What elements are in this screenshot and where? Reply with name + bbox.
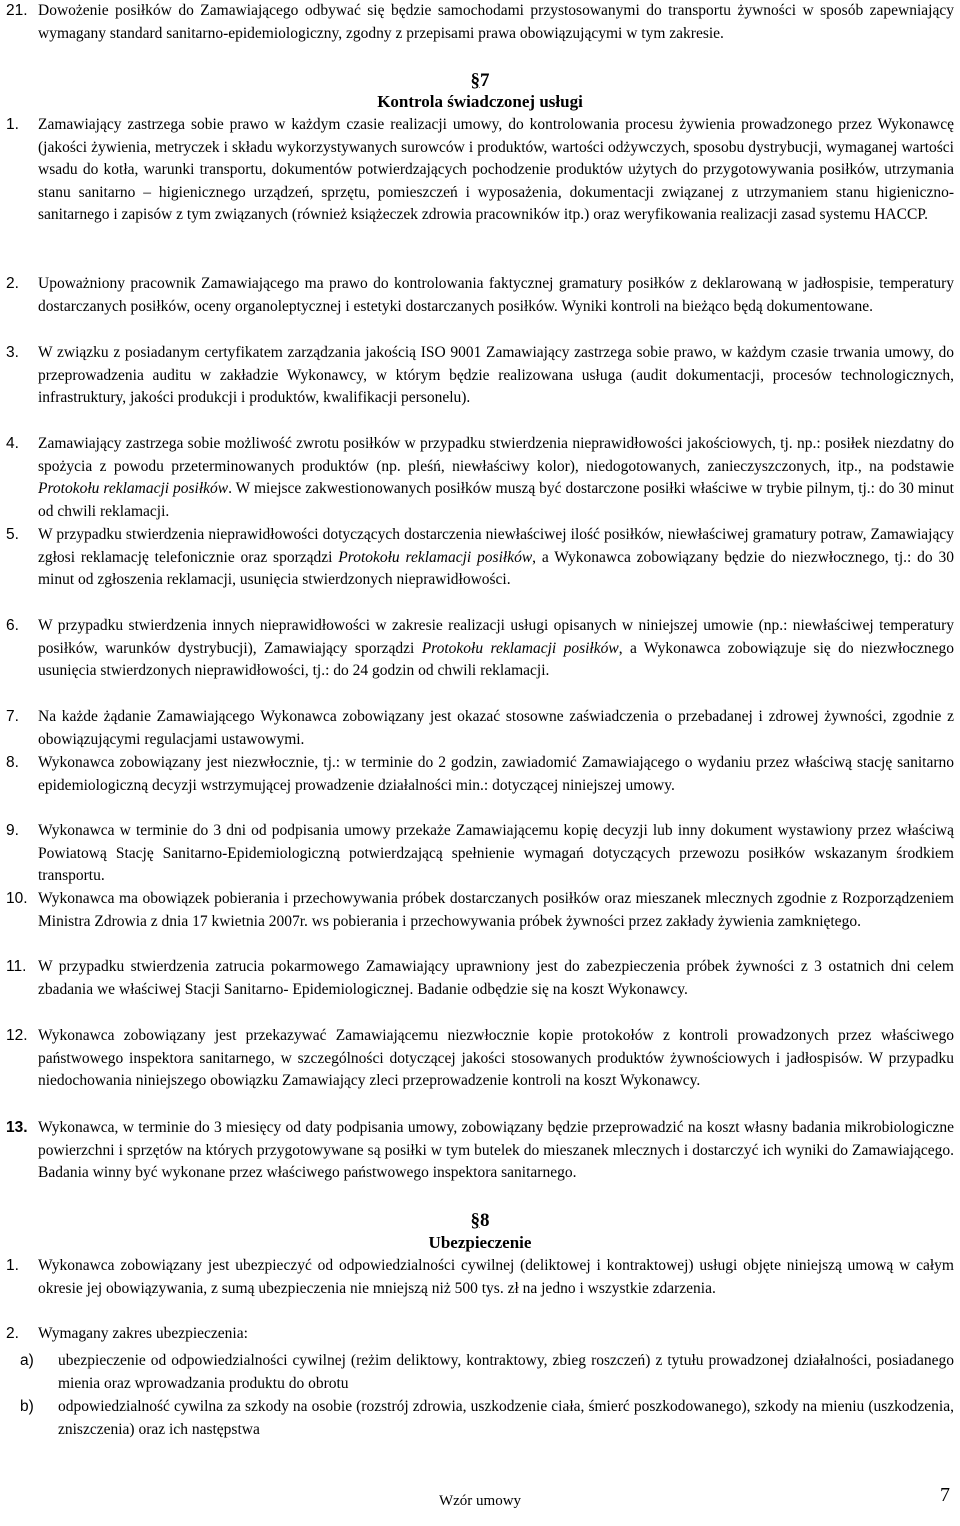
clause-number: 21. <box>6 2 28 19</box>
clause-number: 12. <box>6 1027 28 1044</box>
protocol-reference: Protokołu reklamacji posiłków <box>338 548 533 566</box>
clause-number: 2. <box>6 275 19 292</box>
clause-7-9 <box>0 820 960 888</box>
clause-text: Upoważniony pracownik Zamawiającego ma prawo do kontrolowania faktycznej gramatury posiłków z deklarowaną w jadłospisie, temperatury dostarczanych posiłków, oceny organoleptycznej i estetyki dostarczanych posiłków. Wyniki kontroli na bieżąco będą dokumentowane. <box>38 275 954 315</box>
section-number: 8 <box>480 1210 490 1231</box>
clause-text <box>38 524 954 592</box>
clause-text: Wykonawca w terminie do 3 dni od podpisania umowy przekaże Zamawiającemu kopię decyzji lub inny dokument wystawiony przez właściwą Powiatową Stację Sanitarno-Epidemiologiczną potwierdzającą spełnienie wymagań dotyczących przewozu posiłków wskazanym środkiem transportu. <box>38 822 954 885</box>
clause-7-12 <box>0 1025 960 1093</box>
clause-number: 2. <box>6 1325 19 1342</box>
clause-text: Wykonawca zobowiązany jest przekazywać Zamawiającemu niezwłocznie kopie protokołów z kontroli prowadzonych przez właściwego państwowego inspektora sanitarnego, w szczególności dotyczącej jakości stosowanych produktów żywnościowych i jadłospisów. W przypadku niedochowania niniejszego obowiązku Zamawiający zleci przeprowadzenie kontroli na koszt Wykonawcy. <box>38 1027 954 1090</box>
clause-8-1 <box>0 1255 960 1300</box>
clause-number: 13. <box>6 1119 28 1136</box>
clause-7-13 <box>0 1117 960 1185</box>
clause-text-part: Zamawiający zastrzega sobie możliwość zwrotu posiłków w przypadku stwierdzenia nieprawidłowości jakościowych, tj. np.: posiłek niezdatny do spożycia z powodu przeterminowanych produktów (np. pleśń, niewłaściwy kolor), niedogotowanych, zanieczyszczonych, itp., na podstawie <box>38 435 954 475</box>
clause-8-2 <box>0 1323 960 1346</box>
clause-7-5 <box>0 524 960 592</box>
clause-text: W przypadku stwierdzenia zatrucia pokarmowego Zamawiający uprawniony jest do zabezpieczenia próbek żywności z 3 ostatnich dni celem zbadania we właściwej Stacji Sanitarno- Epidemiologicznej. Badanie odbędzie się na koszt Wykonawcy. <box>38 958 954 998</box>
clause-text: Wykonawca zobowiązany jest ubezpieczyć od odpowiedzialności cywilnej (deliktowej i kontraktowej) usługi objęte niniejszą umową w całym okresie jej obowiązywania, z sumą ubezpieczenia nie mniejszą niż 500 tys. zł na jedno i wszystkie zdarzenia. <box>38 1257 954 1297</box>
clause-text-part: , a Wykonawca zobowiązany będzie do niezwłocznego, tj.: do 30 minut od zgłoszenia reklamacji, usunięcia stwierdzonych nieprawidłowości. <box>38 548 954 589</box>
clause-number: 4. <box>6 435 19 452</box>
subclause-a <box>0 1350 960 1395</box>
clause-text <box>38 615 954 683</box>
clause-7-7 <box>0 706 960 751</box>
clause-text-part: . W miejsce zakwestionowanych posiłków muszą być dostarczone posiłki właściwe w trybie pilnym, tj.: do 30 minut od chwili reklamacji. <box>38 480 954 520</box>
clause-7-6 <box>0 615 960 683</box>
clause-number: 11. <box>6 958 27 975</box>
clause-7-11 <box>0 956 960 1001</box>
clause-number: 9. <box>6 822 19 839</box>
section-title: Ubezpieczenie <box>428 1233 532 1252</box>
section-number: 7 <box>480 70 490 91</box>
subclause-label: a) <box>20 1352 34 1369</box>
subclause-text: odpowiedzialność cywilna za szkody na osobie (rozstrój zdrowia, uszkodzenie ciała, śmierć poszkodowanego), szkody na mieniu (uszkodzenia, zniszczenia) oraz ich następstwa <box>58 1398 954 1438</box>
section-7-title <box>0 92 960 112</box>
clause-7-3 <box>0 342 960 410</box>
clause-number: 3. <box>6 344 19 361</box>
clause-text-part: , a Wykonawca zobowiązuje się do niezwłocznego usunięcia stwierdzonych nieprawidłowości, tj.: do 24 godzin od chwili reklamacji. <box>38 639 954 680</box>
clause-21 <box>0 0 960 45</box>
protocol-reference: Protokołu reklamacji posiłków <box>38 480 229 498</box>
section-7-number <box>0 70 960 92</box>
clause-number: 7. <box>6 708 19 725</box>
clause-7-2 <box>0 273 960 318</box>
clause-text: Dowożenie posiłków do Zamawiającego odbywać się będzie samochodami przystosowanymi do transportu żywności w sposób zapewniający wymagany standard sanitarno-epidemiologiczny, zgodny z przepisami prawa obowiązującymi w tym zakresie. <box>38 2 954 42</box>
clause-7-4 <box>0 433 960 523</box>
section-8-number <box>0 1210 960 1232</box>
clause-7-8 <box>0 752 960 797</box>
section-title: Kontrola świadczonej usługi <box>377 92 583 111</box>
clause-number: 1. <box>6 1257 19 1274</box>
clause-7-1 <box>0 114 960 227</box>
subclause-label: b) <box>20 1398 34 1415</box>
protocol-reference: Protokołu reklamacji posiłków <box>421 639 619 657</box>
clause-text: Wykonawca, w terminie do 3 miesięcy od daty podpisania umowy, zobowiązany będzie przeprowadzić na koszt własny badania mikrobiologiczne powierzchni i sprzętów na których przygotowywane są posiłki w tym butelek do mieszanek mlecznych i dostarczyć ich wyniki do Zamawiającego. Badania winny być wykonane przez właściwego państwowego inspektora sanitarnego. <box>38 1119 954 1182</box>
clause-number: 8. <box>6 754 19 771</box>
clause-text-part: W przypadku stwierdzenia innych nieprawidłowości w zakresie realizacji usługi opisanych w niniejszej umowie (np.: niewłaściwej temperatury posiłków, warunków dystrybucji), Zamawiający sporządzi <box>38 617 954 657</box>
clause-number: 10. <box>6 890 28 907</box>
clause-number: 6. <box>6 617 19 634</box>
clause-text: Wykonawca zobowiązany jest niezwłocznie, tj.: w terminie do 2 godzin, zawiadomić Zamawiającego o wydaniu przez właściwą stację sanitarno epidemiologiczną decyzji wstrzymującej prowadzenie działalności min.: dotyczącej niniejszej umowy. <box>38 754 954 794</box>
clause-number: 5. <box>6 526 19 543</box>
clause-text: Wymagany zakres ubezpieczenia: <box>38 1325 248 1342</box>
page-number: 7 <box>940 1484 950 1506</box>
clause-text: Wykonawca ma obowiązek pobierania i przechowywania próbek dostarczanych posiłków oraz mieszanek mlecznych zgodnie z Rozporządzeniem Ministra Zdrowia z dnia 17 kwietnia 2007r. ws pobierania i przechowywania próbek żywności przez zakłady żywienia zamkniętego. <box>38 890 954 930</box>
clause-text <box>38 433 954 523</box>
section-8-title <box>0 1233 960 1253</box>
clause-text-part: W przypadku stwierdzenia nieprawidłowości dotyczących dostarczenia niewłaściwej ilość posiłków, niewłaściwej gramatury potraw, Zamawiający zgłosi reklamację telefonicznie oraz sporządzi <box>38 526 954 566</box>
clause-text: W związku z posiadanym certyfikatem zarządzania jakością ISO 9001 Zamawiający zastrzega sobie prawo, w każdym czasie trwania umowy, do przeprowadzenia auditu w zakładzie Wykonawcy, w którym będzie realizowana usługa (audit dokumentacji, procesów technologicznych, infrastruktury, jakości produkcji i produktów, kwalifikacji personelu). <box>38 344 954 407</box>
section-sign: § <box>470 1210 480 1231</box>
clause-number: 1. <box>6 116 19 133</box>
subclause-text: ubezpieczenie od odpowiedzialności cywilnej (reżim deliktowy, kontraktowy, zbieg roszczeń) z tytułu prowadzonej działalności, posiadanego mienia oraz wprowadzania produktu do obrotu <box>58 1352 954 1392</box>
subclause-b <box>0 1396 960 1441</box>
clause-text: Na każde żądanie Zamawiającego Wykonawca zobowiązany jest okazać stosowne zaświadczenia o przebadanej i zdrowej żywności, zgodnie z obowiązującymi regulacjami ustawowymi. <box>38 708 954 748</box>
footer-label: Wzór umowy <box>438 1493 522 1509</box>
section-sign: § <box>470 70 480 91</box>
clause-text: Zamawiający zastrzega sobie prawo w każdym czasie realizacji umowy, do kontrolowania procesu żywienia prowadzonego przez Wykonawcę (jakości żywienia, metryczek i składu wykorzystywanych surowców i produktów, wartości odżywczych, sposobu dystrybucji, wymaganej wartości wsadu do kotła, warunki transportu, dokumentów potwierdzających pochodzenie produktów użytych do przygotowywania posiłków, utrzymania stanu sanitarno – higienicznego urządzeń, sprzętu, pomieszczeń i wyposażenia, dokumentacji związanej z utrzymaniem stanu higieniczno- sanitarnego i zapisów z tym związanych (również książeczek zdrowia pracowników itp.) oraz weryfikowania realizacji zasad systemu HACCP. <box>38 116 954 224</box>
clause-7-10 <box>0 888 960 933</box>
